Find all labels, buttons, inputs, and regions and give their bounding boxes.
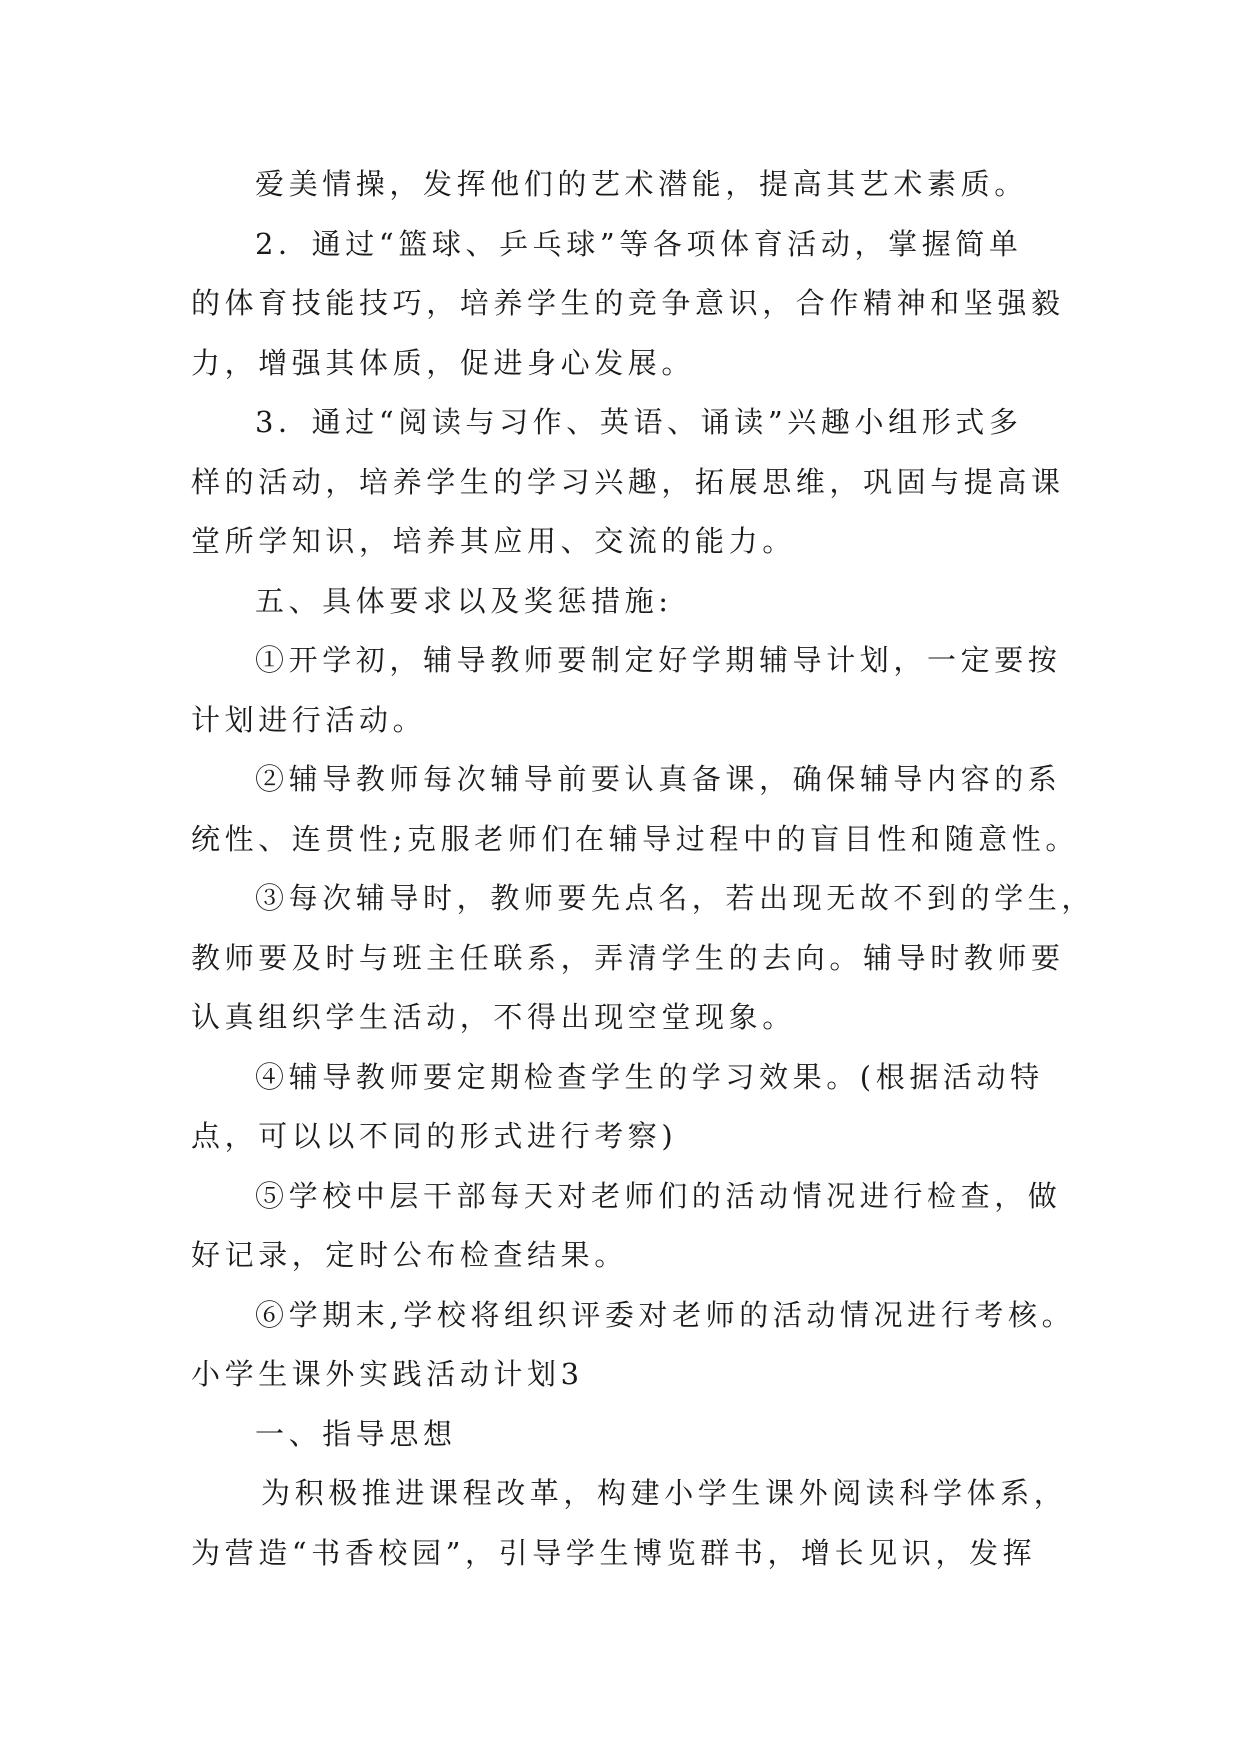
text-line: 力，增强其体质，促进身心发展。 — [191, 345, 696, 380]
text-line: ③每次辅导时，教师要先点名，若出现无故不到的学生， — [255, 881, 1096, 915]
text-line: 统性、连贯性;克服老师们在辅导过程中的盲目性和随意性。 — [191, 821, 1079, 856]
text-line: 的体育技能技巧，培养学生的竞争意识，合作精神和坚强毅 — [191, 286, 1065, 320]
text-line: ⑤学校中层干部每天对老师们的活动情况进行检查，做 — [255, 1178, 1062, 1213]
text-line: ②辅导教师每次辅导前要认真备课，确保辅导内容的系 — [255, 762, 1062, 796]
text-line: 点，可以以不同的形式进行考察) — [191, 1119, 678, 1153]
text-line: 样的活动，培养学生的学习兴趣，拓展思维，巩固与提高课 — [191, 464, 1065, 499]
section-heading: 一、指导思想 — [255, 1416, 457, 1451]
text-line: 为营造“书香校园”，引导学生博览群书，增长见识，发挥 — [191, 1535, 1037, 1570]
section-heading: 五、具体要求以及奖惩措施: — [255, 583, 673, 618]
text-line: 教师要及时与班主任联系，弄清学生的去向。辅导时教师要 — [191, 940, 1065, 975]
text-line: ①开学初，辅导教师要制定好学期辅导计划，一定要按 — [255, 643, 1062, 677]
document-title: 小学生课外实践活动计划3 — [191, 1357, 584, 1391]
text-line: 好记录，定时公布检查结果。 — [191, 1238, 628, 1272]
document-body — [191, 155, 1096, 1583]
text-line: 爱美情操，发挥他们的艺术潜能，提高其艺术素质。 — [255, 167, 1028, 201]
text-line: ④辅导教师要定期检查学生的学习效果。(根据活动特 — [255, 1059, 1044, 1094]
text-line: 计划进行活动。 — [191, 702, 427, 737]
text-line: 堂所学知识，培养其应用、交流的能力。 — [191, 524, 796, 558]
text-line: 2．通过“篮球、乒乓球”等各项体育活动，掌握简单 — [255, 226, 1023, 261]
text-line: 3．通过“阅读与习作、英语、诵读”兴趣小组形式多 — [255, 405, 1023, 439]
text-line: 认真组织学生活动，不得出现空堂现象。 — [191, 1000, 796, 1034]
text-line: ⑥学期末,学校将组织评委对老师的活动情况进行考核。 — [255, 1297, 1076, 1332]
text-line: 为积极推进课程改革，构建小学生课外阅读科学体系， — [261, 1476, 1068, 1510]
